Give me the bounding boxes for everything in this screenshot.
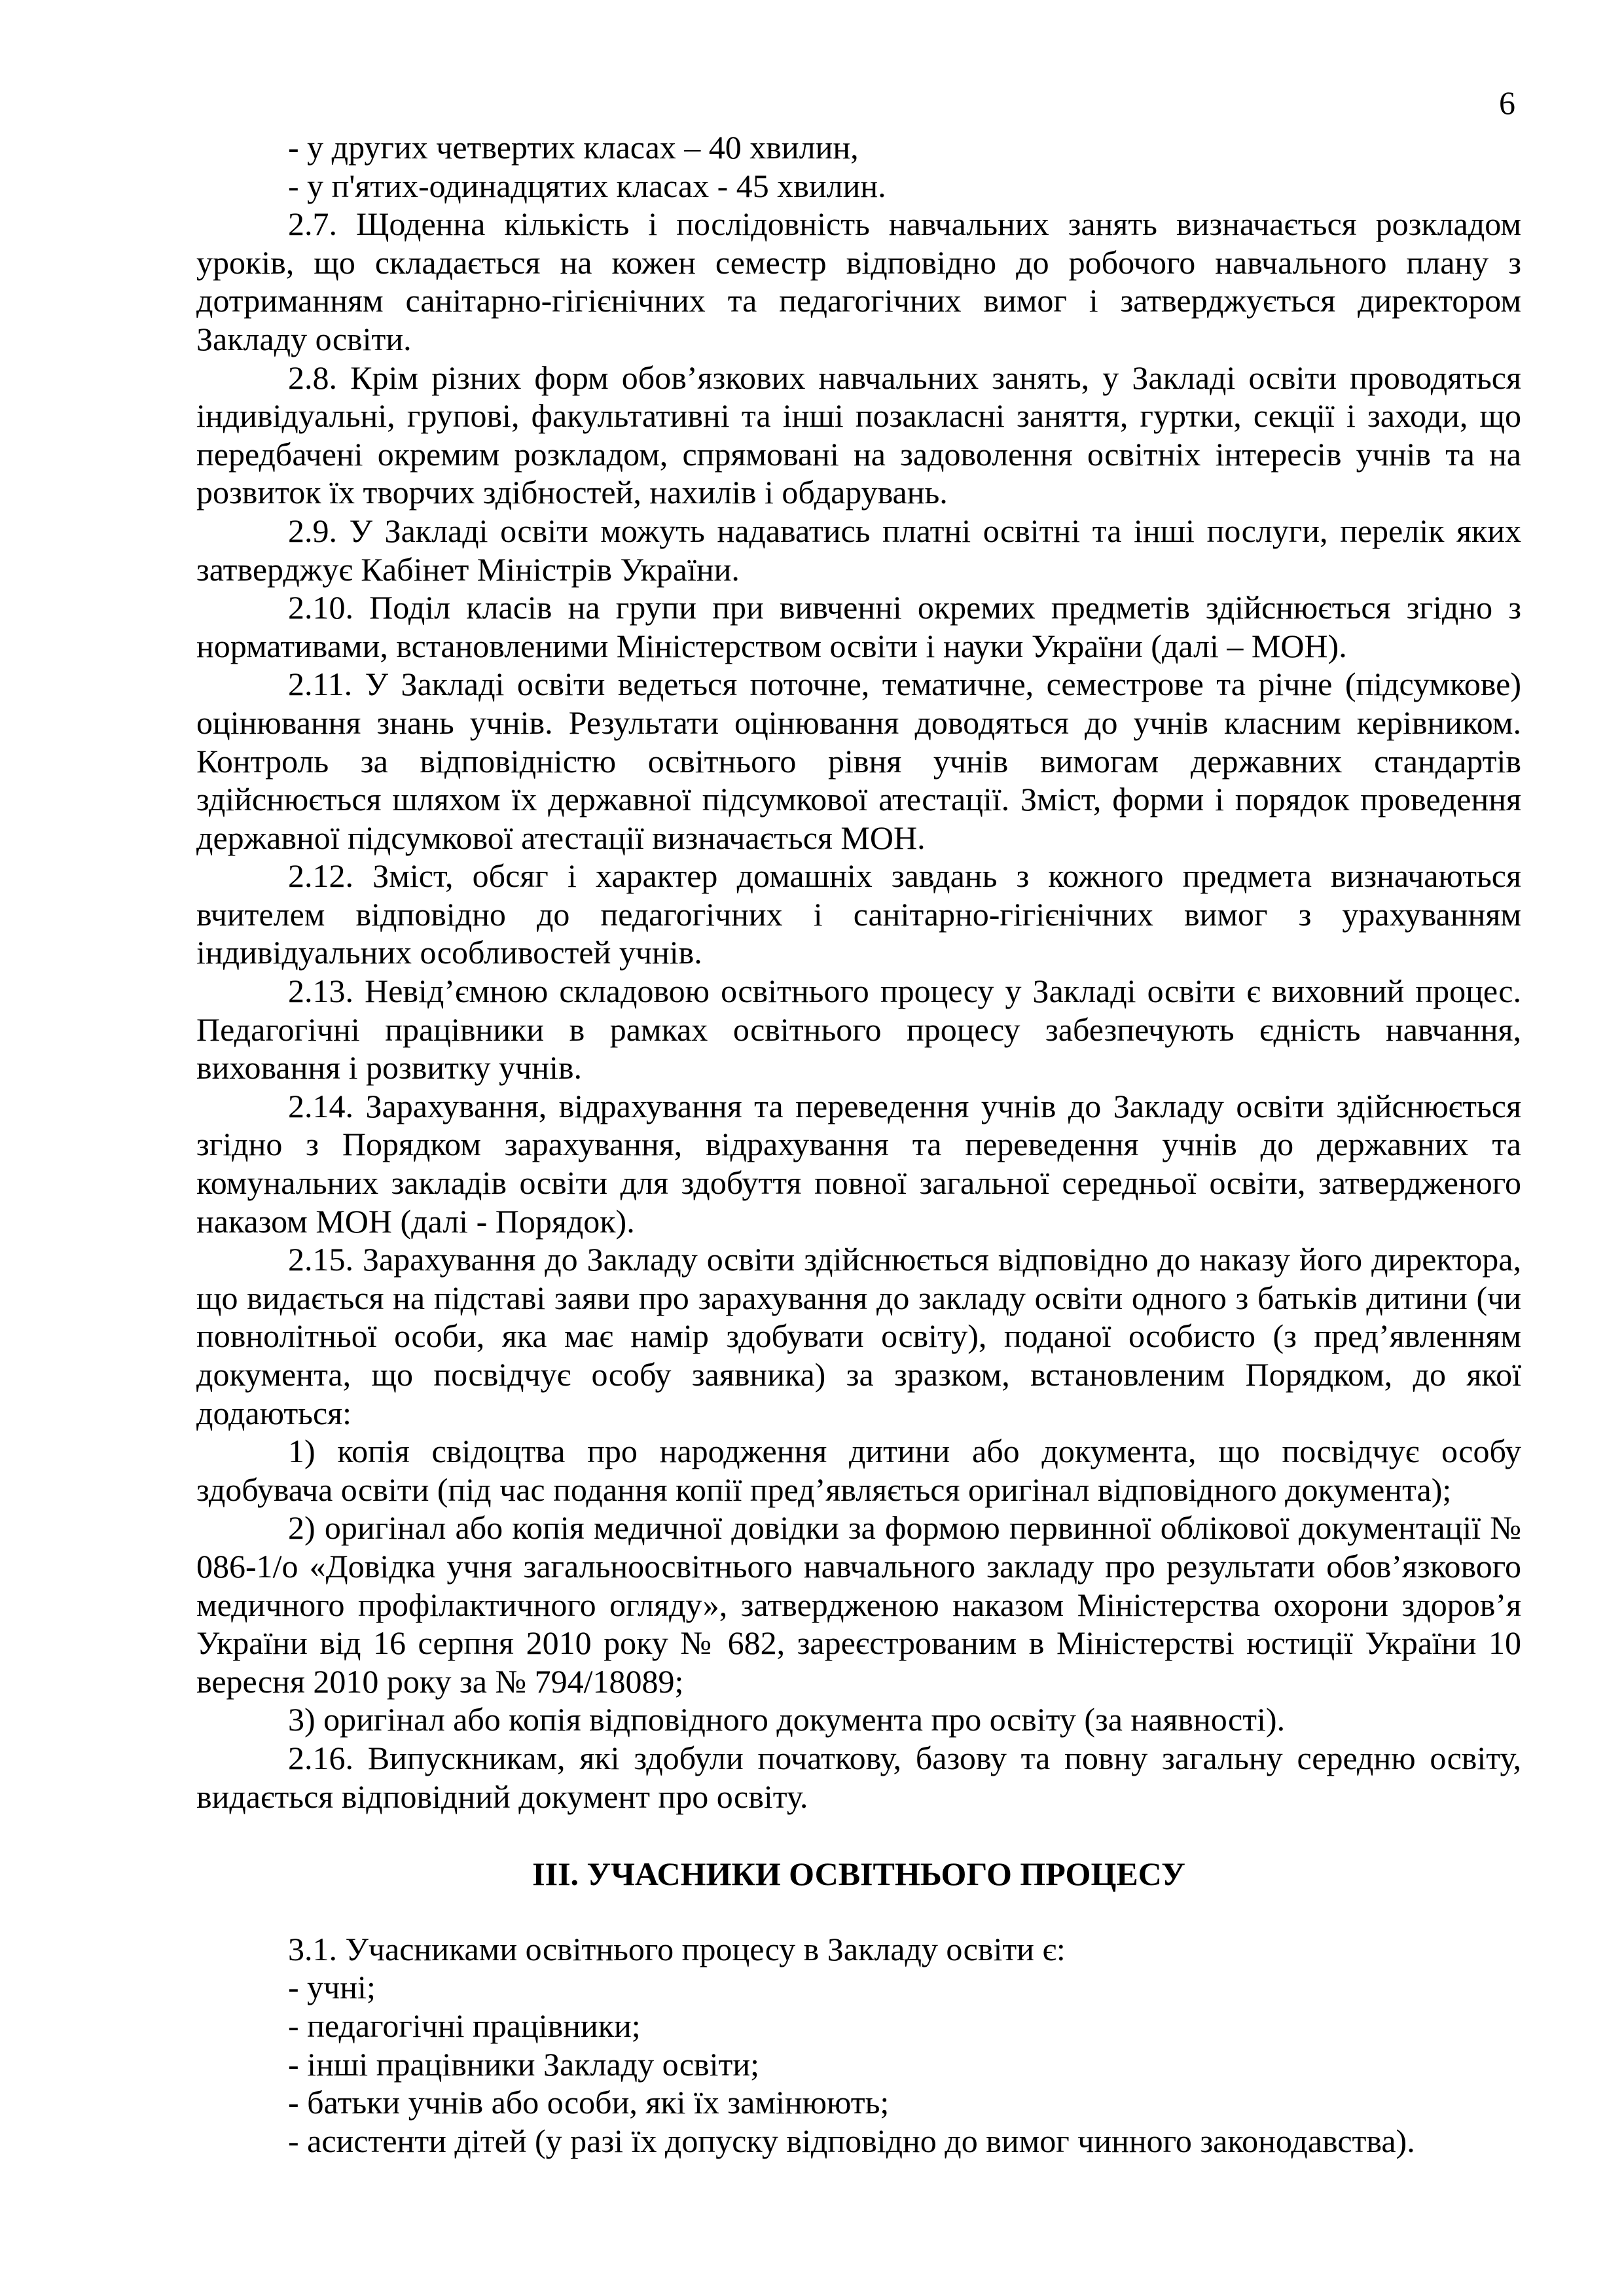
paragraph-3-1: 3.1. Учасниками освітнього процесу в Закладу освіти є: [288, 1930, 1066, 1967]
list-item: - педагогічні працівники; [288, 2007, 641, 2044]
paragraph-2-10: 2.10. Поділ класів на групи при вивченні окремих предметів здійснюється згідно з нормативами, встановленими Міністерством освіти і науки України (далі – МОН). [196, 589, 1521, 664]
paragraph-2-11: 2.11. У Закладі освіти ведеться поточне, тематичне, семестрове та річне (підсумкове) оцінювання знань учнів. Результати оцінювання доводяться до учнів класним керівником. Контроль за відповідністю освітнього рівня учнів вимогам державних стандартів здійснюється шляхом їх державної підсумкової атестації. Зміст, форми і порядок проведення державної підсумкової атестації визначається МОН. [196, 666, 1521, 856]
list-item: - учні; [288, 1969, 376, 2006]
list-item: - асистенти дітей (у разі їх допуску відповідно до вимог чинного законодавства). [288, 2122, 1415, 2159]
paragraph: - у других четвертих класах – 40 хвилин, [288, 129, 859, 166]
list-item-3: 3) оригінал або копія відповідного документа про освіту (за наявності). [288, 1701, 1286, 1738]
paragraph-2-13: 2.13. Невід’ємною складовою освітнього процесу у Закладі освіти є виховний процес. Педагогічні працівники в рамках освітнього процесу забезпечують єдність навчання, виховання і розвитку учнів. [196, 973, 1521, 1086]
paragraph-2-16: 2.16. Випускникам, які здобули початкову, базову та повну загальну середню освіту, видається відповідний документ про освіту. [196, 1739, 1521, 1815]
document-body [196, 128, 1521, 2160]
list-item-2: 2) оригінал або копія медичної довідки за формою первинної облікової документації № 086-1/о «Довідка учня загальноосвітнього навчального закладу про результати обов’язкового медичного профілактичного огляду», затвердженою наказом Міністерства охорони здоров’я України від 16 серпня 2010 року № 682, зареєстрованим в Міністерстві юстиції України 10 вересня 2010 року за № 794/18089; [196, 1509, 1521, 1700]
paragraph: - у п'ятих-одинадцятих класах - 45 хвилин. [288, 167, 886, 204]
list-item: - інші працівники Закладу освіти; [288, 2045, 760, 2083]
paragraph-2-15: 2.15. Зарахування до Закладу освіти здійснюється відповідно до наказу його директора, що видається на підставі заяви про зарахування до закладу освіти одного з батьків дитини (чи повнолітньої особи, яка має намір здобувати освіту), поданої особисто (з пред’явленням документа, що посвідчує особу заявника) за зразком, встановленим Порядком, до якої додаються: [196, 1241, 1521, 1431]
page-number: 6 [1499, 84, 1515, 121]
paragraph-2-14: 2.14. Зарахування, відрахування та переведення учнів до Закладу освіти здійснюється згідно з Порядком зарахування, відрахування та переведення учнів до державних та комунальних закладів освіти для здобуття повної загальної середньої освіти, затвердженого наказом МОН (далі - Порядок). [196, 1087, 1521, 1240]
list-item-1: 1) копія свідоцтва про народження дитини або документа, що посвідчує особу здобувача освіти (під час подання копії пред’являється оригінал відповідного документа); [196, 1433, 1521, 1508]
section-heading: ІІІ. УЧАСНИКИ ОСВІТНЬОГО ПРОЦЕСУ [532, 1856, 1185, 1893]
paragraph-2-8: 2.8. Крім різних форм обов’язкових навчальних занять, у Закладі освіти проводяться індивідуальні, групові, факультативні та інші позакласні заняття, гуртки, секції і заходи, що передбачені окремим розкладом, спрямовані на задоволення освітніх інтересів учнів та на розвиток їх творчих здібностей, нахилів і обдарувань. [196, 359, 1521, 511]
paragraph-2-7: 2.7. Щоденна кількість і послідовність навчальних занять визначається розкладом уроків, що складається на кожен семестр відповідно до робочого навчального плану з дотриманням санітарно-гігієнічних та педагогічних вимог і затверджується директором Закладу освіти. [196, 206, 1521, 357]
paragraph-2-12: 2.12. Зміст, обсяг і характер домашніх завдань з кожного предмета визначаються вчителем відповідно до педагогічних і санітарно-гігієнічних вимог з урахуванням індивідуальних особливостей учнів. [196, 857, 1521, 971]
paragraph-2-9: 2.9. У Закладі освіти можуть надаватись платні освітні та інші послуги, перелік яких затверджує Кабінет Міністрів України. [196, 512, 1521, 588]
list-item: - батьки учнів або особи, які їх замінюють; [288, 2084, 890, 2121]
